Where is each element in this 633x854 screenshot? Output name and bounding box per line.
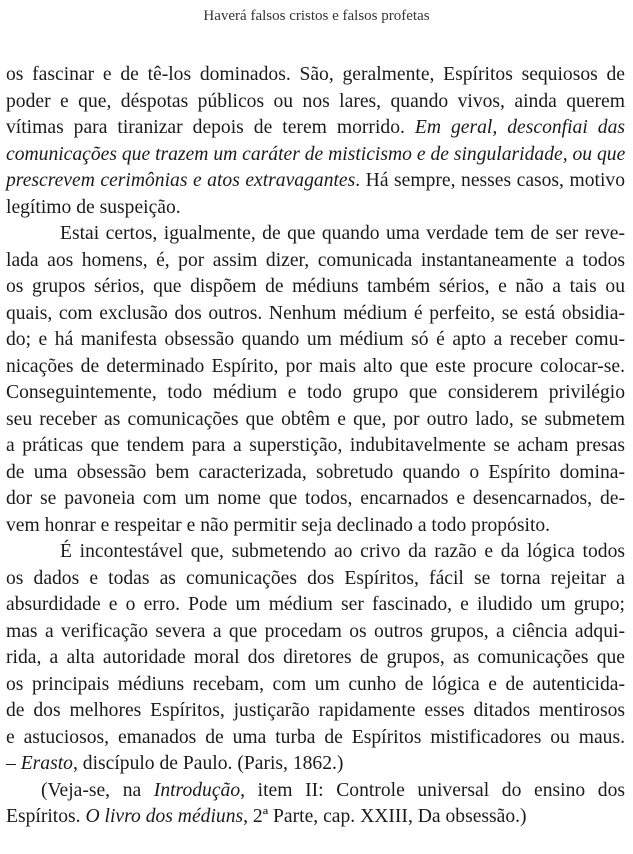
text-line: de uma obsessão bem caracterizada, sobretudo quando o Espírito domina- [6, 461, 625, 483]
text-line [6, 142, 625, 169]
text-line: vem honrar e respeitar e não permitir seja declinado a todo propósito. [6, 514, 551, 536]
italic-segment: Erasto [20, 753, 73, 774]
italic-segment: Em geral, desconfiai das [414, 117, 625, 138]
text-line: rida, a alta autoridade moral dos diretores de grupos, as comunicações que [6, 647, 625, 668]
text-line [6, 751, 625, 778]
text-line: a práticas que tendem para a superstição, indubitavelmente se acham presas [6, 435, 625, 456]
text-line: Conseguintemente, todo médium e todo grupo que considerem privilégio [6, 382, 625, 403]
text-segment: Espíritos. [6, 806, 86, 827]
text-line: os principais médiuns recebam, com um cunho de lógica e de autenticida- [6, 673, 625, 695]
text-line: dor se pavoneia com um nome que todos, encarnados e desencarnados, de- [6, 488, 625, 509]
text-line: de dos melhores Espíritos, justiçarão rapidamente esses ditados mentirosos [6, 700, 625, 721]
page-body [6, 62, 625, 831]
running-head: Haverá falsos cristos e falsos profetas [203, 8, 430, 24]
text-line: mas a verificação severa a que procedam os outros grupos, a ciência adqui- [6, 620, 625, 642]
text-line: e astuciosos, emanados de uma turba de Espíritos mistificadores ou maus. [6, 726, 625, 748]
text-line: É incontestável que, submetendo ao crivo da razão e da lógica todos [60, 541, 625, 562]
text-segment: . Há sempre, nesses casos, motivo [355, 170, 625, 191]
italic-segment: comunicações que trazem um caráter de misticismo e de singularidade, ou que [6, 143, 626, 165]
text-line: os dados e todas as comunicações dos Espíritos, fácil se torna rejeitar a [6, 567, 625, 589]
text-line: os fascinar e de tê-los dominados. São, geralmente, Espíritos sequiosos de [6, 64, 625, 85]
italic-segment: prescrevem cerimônias e atos extravagantes [6, 170, 356, 191]
text-line: nicações de determinado Espírito, por mais alto que este procure colocar-se. [6, 355, 625, 377]
text-line: absurdidade e o erro. Pode um médium ser fascinado, e iludido um grupo; [6, 594, 625, 615]
text-segment: , discípulo de Paulo. (Paris, 1862.) [72, 753, 344, 774]
text-segment: , item II: Controle universal do ensino dos [240, 779, 625, 801]
text-line: legítimo de suspeição. [6, 196, 181, 218]
text-line: seu receber as comunicações que obtêm e que, por outro lado, se submetem [6, 408, 625, 430]
text-line: lada aos homens, é, por assim dizer, comunicada instantaneamente a todos [6, 249, 625, 271]
text-line: os grupos sérios, que dispõem de médiuns também sérios, e não a tais ou [6, 276, 625, 297]
text-segment: – [6, 753, 21, 774]
italic-segment: O livro dos médiuns [85, 806, 244, 827]
text-segment: vítimas para tiranizar depois de terem morrido. [6, 117, 415, 138]
text-line: Estai certos, igualmente, de que quando uma verdade tem de ser reve- [60, 223, 625, 244]
text-line: quais, com exclusão dos outros. Nenhum médium é perfeito, se está obsidia- [6, 302, 625, 324]
text-segment: (Veja-se, na [41, 779, 154, 801]
text-segment: , 2ª Parte, cap. XXIII, Da obsessão.) [243, 806, 527, 827]
text-line [6, 778, 625, 805]
text-line: do; e há manifesta obsessão quando um médium só é apto a receber comu- [6, 329, 625, 350]
text-line: poder e que, déspotas públicos ou nos lares, quando vivos, ainda querem [6, 90, 625, 112]
text-line [6, 115, 625, 142]
text-line [6, 168, 625, 195]
italic-segment: Introdução [153, 779, 241, 801]
text-line [6, 804, 625, 831]
